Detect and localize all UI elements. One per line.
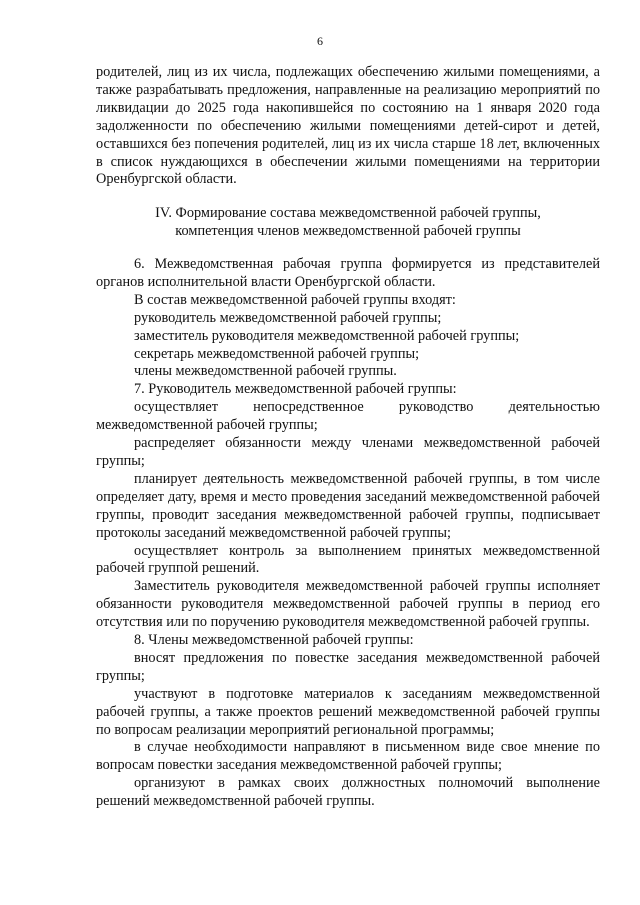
paragraph: Заместитель руководителя межведомственной рабочей группы исполняет обязанности руководителя межведомственной рабочей группы в период его отсутствия или по поручению руководителя межведомственной рабочей группы. (96, 578, 600, 631)
list-item: секретарь межведомственной рабочей группы; (134, 345, 420, 362)
list-item: в случае необходимости направляют в письменном виде свое мнение по вопросам повестки заседания межведомственной рабочей группы; (96, 739, 600, 774)
list-item: заместитель руководителя межведомственной рабочей группы; (134, 327, 520, 344)
section-heading (96, 205, 600, 241)
list-item: участвуют в подготовке материалов к заседаниям межведомственной рабочей группы, а также проектов решений межведомственной рабочей группы по вопросам реализации мероприятий региональной программы; (96, 685, 600, 738)
list-item: организуют в рамках своих должностных полномочий выполнение решений межведомственной рабочей группы. (96, 775, 600, 810)
page-number: 6 (317, 34, 323, 48)
paragraph: 6. Межведомственная рабочая группа формируется из представителей органов исполнительной власти Оренбургской области. (96, 256, 600, 290)
list-item: осуществляет контроль за выполнением принятых межведомственной рабочей группой решений. (96, 542, 600, 577)
intro-paragraph-block (96, 64, 600, 189)
list-item: распределяет обязанности между членами межведомственной рабочей группы; (96, 435, 600, 469)
paragraph: 8. Члены межведомственной рабочей группы: (134, 632, 414, 649)
section-body (96, 256, 600, 811)
section-title-line-1: IV. Формирование состава межведомственной рабочей группы, (155, 205, 541, 221)
intro-paragraph: родителей, лиц из их числа, подлежащих обеспечению жилыми помещениями, а также разрабатывать предложения, направленные на реализацию мероприятий по ликвидации до 2025 года накопившейся по состоянию на 1 января 2020 года задолженности по обеспечению жилыми помещениями детей-сирот и детей, оставшихся без попечения родителей, лиц из их числа старше 18 лет, включенных в список нуждающихся в обеспечении жилыми помещениями на территории Оренбургской области. (96, 64, 600, 188)
list-item: руководитель межведомственной рабочей группы; (134, 309, 442, 326)
paragraph: 7. Руководитель межведомственной рабочей группы: (134, 381, 457, 398)
list-item: члены межведомственной рабочей группы. (134, 363, 397, 380)
paragraph: В состав межведомственной рабочей группы входят: (134, 291, 456, 308)
section-title-line-2: компетенция членов межведомственной рабочей группы (175, 222, 521, 239)
list-item: вносят предложения по повестке заседания межведомственной рабочей группы; (96, 649, 600, 684)
list-item: осуществляет непосредственное руководство деятельностью межведомственной рабочей группы; (96, 399, 600, 434)
list-item: планирует деятельность межведомственной рабочей группы, в том числе определяет дату, время и место проведения заседаний межведомственной рабочей группы, проводит заседания межведомственной рабочей группы, подписывает протоколы заседаний межведомственной рабочей группы; (96, 470, 600, 541)
